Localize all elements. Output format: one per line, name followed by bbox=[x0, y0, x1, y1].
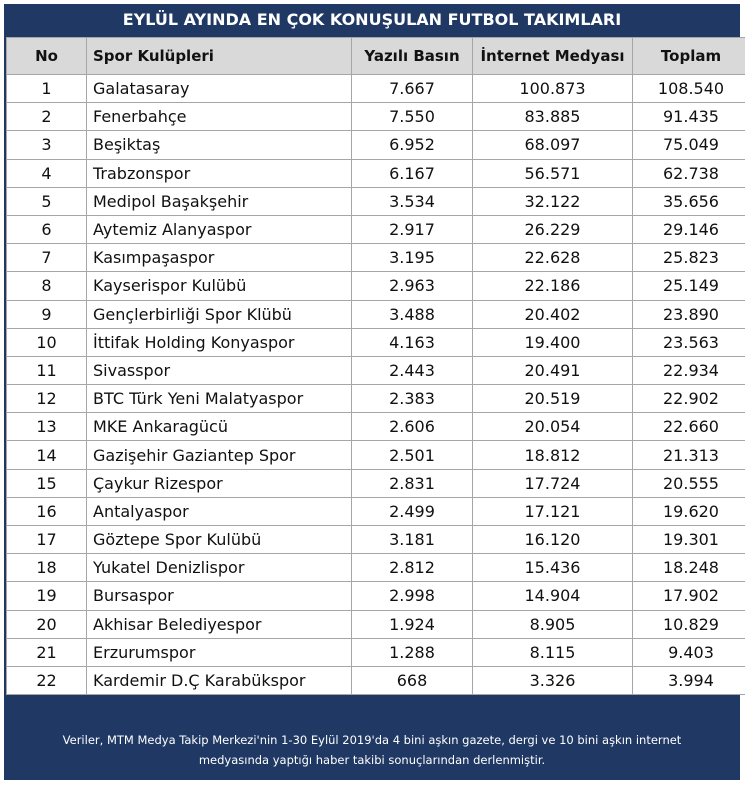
cell-internet: 17.121 bbox=[473, 497, 633, 525]
cell-internet: 20.054 bbox=[473, 413, 633, 441]
cell-club: BTC Türk Yeni Malatyaspor bbox=[87, 385, 352, 413]
table-row bbox=[7, 582, 745, 610]
header-no: No bbox=[7, 38, 87, 75]
cell-club: Bursaspor bbox=[87, 582, 352, 610]
cell-press: 3.195 bbox=[352, 244, 473, 272]
cell-no: 8 bbox=[7, 272, 87, 300]
cell-club: MKE Ankaragücü bbox=[87, 413, 352, 441]
cell-press: 2.383 bbox=[352, 385, 473, 413]
cell-press: 7.667 bbox=[352, 75, 473, 103]
cell-internet: 17.724 bbox=[473, 469, 633, 497]
cell-press: 2.501 bbox=[352, 441, 473, 469]
cell-no: 13 bbox=[7, 413, 87, 441]
cell-no: 10 bbox=[7, 328, 87, 356]
cell-internet: 83.885 bbox=[473, 103, 633, 131]
cell-no: 6 bbox=[7, 215, 87, 243]
source-note-line-2: medyasında yaptığı haber takibi sonuçlarından derlenmiştir. bbox=[198, 753, 546, 767]
cell-no: 1 bbox=[7, 75, 87, 103]
cell-total: 22.660 bbox=[633, 413, 745, 441]
cell-internet: 56.571 bbox=[473, 159, 633, 187]
cell-internet: 68.097 bbox=[473, 131, 633, 159]
source-note bbox=[4, 722, 740, 778]
table-row bbox=[7, 554, 745, 582]
cell-no: 5 bbox=[7, 187, 87, 215]
cell-internet: 20.402 bbox=[473, 300, 633, 328]
table-row bbox=[7, 244, 745, 272]
cell-club: Yukatel Denizlispor bbox=[87, 554, 352, 582]
table-row bbox=[7, 526, 745, 554]
table-row bbox=[7, 215, 745, 243]
table-row bbox=[7, 328, 745, 356]
cell-club: Kayserispor Kulübü bbox=[87, 272, 352, 300]
cell-club: Trabzonspor bbox=[87, 159, 352, 187]
cell-no: 7 bbox=[7, 244, 87, 272]
cell-club: Gazişehir Gaziantep Spor bbox=[87, 441, 352, 469]
header-total: Toplam bbox=[633, 38, 745, 75]
cell-club: Kasımpaşaspor bbox=[87, 244, 352, 272]
table-title: EYLÜL AYINDA EN ÇOK KONUŞULAN FUTBOL TAKIMLARI bbox=[122, 10, 622, 29]
cell-total: 23.563 bbox=[633, 328, 745, 356]
table-row bbox=[7, 159, 745, 187]
cell-internet: 22.186 bbox=[473, 272, 633, 300]
cell-total: 75.049 bbox=[633, 131, 745, 159]
cell-internet: 18.812 bbox=[473, 441, 633, 469]
table-body bbox=[7, 75, 745, 695]
cell-internet: 14.904 bbox=[473, 582, 633, 610]
cell-total: 22.902 bbox=[633, 385, 745, 413]
cell-total: 9.403 bbox=[633, 638, 745, 666]
cell-internet: 16.120 bbox=[473, 526, 633, 554]
cell-total: 10.829 bbox=[633, 610, 745, 638]
header-club: Spor Kulüpleri bbox=[87, 38, 352, 75]
cell-no: 9 bbox=[7, 300, 87, 328]
cell-total: 19.620 bbox=[633, 497, 745, 525]
cell-press: 2.963 bbox=[352, 272, 473, 300]
cell-press: 2.606 bbox=[352, 413, 473, 441]
table-row bbox=[7, 356, 745, 384]
cell-no: 22 bbox=[7, 666, 87, 694]
table-row bbox=[7, 441, 745, 469]
cell-internet: 20.491 bbox=[473, 356, 633, 384]
cell-total: 17.902 bbox=[633, 582, 745, 610]
cell-club: İttifak Holding Konyaspor bbox=[87, 328, 352, 356]
cell-no: 4 bbox=[7, 159, 87, 187]
cell-no: 17 bbox=[7, 526, 87, 554]
cell-press: 6.167 bbox=[352, 159, 473, 187]
cell-no: 18 bbox=[7, 554, 87, 582]
table-row bbox=[7, 413, 745, 441]
cell-no: 2 bbox=[7, 103, 87, 131]
cell-no: 20 bbox=[7, 610, 87, 638]
cell-press: 1.288 bbox=[352, 638, 473, 666]
cell-club: Antalyaspor bbox=[87, 497, 352, 525]
cell-total: 25.149 bbox=[633, 272, 745, 300]
table-row bbox=[7, 469, 745, 497]
cell-internet: 8.115 bbox=[473, 638, 633, 666]
table-row bbox=[7, 497, 745, 525]
cell-club: Gençlerbirliği Spor Klübü bbox=[87, 300, 352, 328]
cell-no: 19 bbox=[7, 582, 87, 610]
cell-internet: 19.400 bbox=[473, 328, 633, 356]
header-press: Yazılı Basın bbox=[352, 38, 473, 75]
table-row bbox=[7, 385, 745, 413]
cell-internet: 8.905 bbox=[473, 610, 633, 638]
cell-club: Kardemir D.Ç Karabükspor bbox=[87, 666, 352, 694]
cell-club: Akhisar Belediyespor bbox=[87, 610, 352, 638]
cell-total: 29.146 bbox=[633, 215, 745, 243]
cell-club: Beşiktaş bbox=[87, 131, 352, 159]
header-internet: İnternet Medyası bbox=[473, 38, 633, 75]
cell-club: Sivasspor bbox=[87, 356, 352, 384]
cell-club: Aytemiz Alanyaspor bbox=[87, 215, 352, 243]
table-row bbox=[7, 638, 745, 666]
cell-press: 3.488 bbox=[352, 300, 473, 328]
cell-club: Medipol Başakşehir bbox=[87, 187, 352, 215]
cell-press: 2.443 bbox=[352, 356, 473, 384]
cell-press: 1.924 bbox=[352, 610, 473, 638]
cell-internet: 3.326 bbox=[473, 666, 633, 694]
cell-press: 3.534 bbox=[352, 187, 473, 215]
cell-total: 91.435 bbox=[633, 103, 745, 131]
table-row bbox=[7, 187, 745, 215]
cell-press: 2.812 bbox=[352, 554, 473, 582]
cell-internet: 20.519 bbox=[473, 385, 633, 413]
cell-press: 2.831 bbox=[352, 469, 473, 497]
table-row bbox=[7, 131, 745, 159]
cell-total: 23.890 bbox=[633, 300, 745, 328]
cell-club: Fenerbahçe bbox=[87, 103, 352, 131]
cell-total: 3.994 bbox=[633, 666, 745, 694]
cell-no: 14 bbox=[7, 441, 87, 469]
cell-no: 15 bbox=[7, 469, 87, 497]
cell-press: 6.952 bbox=[352, 131, 473, 159]
table-row bbox=[7, 272, 745, 300]
source-note-line-1: Veriler, MTM Medya Takip Merkezi'nin 1-30 Eylül 2019'da 4 bini aşkın gazete, dergi ve 10 bini aşkın internet bbox=[62, 733, 682, 747]
cell-total: 108.540 bbox=[633, 75, 745, 103]
cell-total: 22.934 bbox=[633, 356, 745, 384]
cell-internet: 32.122 bbox=[473, 187, 633, 215]
cell-total: 19.301 bbox=[633, 526, 745, 554]
table-row bbox=[7, 610, 745, 638]
table-row bbox=[7, 75, 745, 103]
table-row bbox=[7, 300, 745, 328]
cell-press: 2.499 bbox=[352, 497, 473, 525]
cell-total: 21.313 bbox=[633, 441, 745, 469]
table-row bbox=[7, 666, 745, 694]
header-row bbox=[7, 38, 745, 75]
cell-no: 21 bbox=[7, 638, 87, 666]
cell-club: Galatasaray bbox=[87, 75, 352, 103]
ranking-table bbox=[6, 37, 745, 695]
cell-press: 2.998 bbox=[352, 582, 473, 610]
cell-total: 25.823 bbox=[633, 244, 745, 272]
table-row bbox=[7, 103, 745, 131]
cell-press: 3.181 bbox=[352, 526, 473, 554]
cell-internet: 22.628 bbox=[473, 244, 633, 272]
cell-total: 20.555 bbox=[633, 469, 745, 497]
cell-club: Çaykur Rizespor bbox=[87, 469, 352, 497]
cell-internet: 15.436 bbox=[473, 554, 633, 582]
cell-no: 16 bbox=[7, 497, 87, 525]
cell-total: 62.738 bbox=[633, 159, 745, 187]
cell-club: Erzurumspor bbox=[87, 638, 352, 666]
cell-press: 4.163 bbox=[352, 328, 473, 356]
cell-total: 18.248 bbox=[633, 554, 745, 582]
cell-no: 3 bbox=[7, 131, 87, 159]
cell-press: 7.550 bbox=[352, 103, 473, 131]
cell-no: 11 bbox=[7, 356, 87, 384]
cell-total: 35.656 bbox=[633, 187, 745, 215]
cell-press: 2.917 bbox=[352, 215, 473, 243]
cell-no: 12 bbox=[7, 385, 87, 413]
cell-internet: 100.873 bbox=[473, 75, 633, 103]
cell-press: 668 bbox=[352, 666, 473, 694]
cell-internet: 26.229 bbox=[473, 215, 633, 243]
cell-club: Göztepe Spor Kulübü bbox=[87, 526, 352, 554]
